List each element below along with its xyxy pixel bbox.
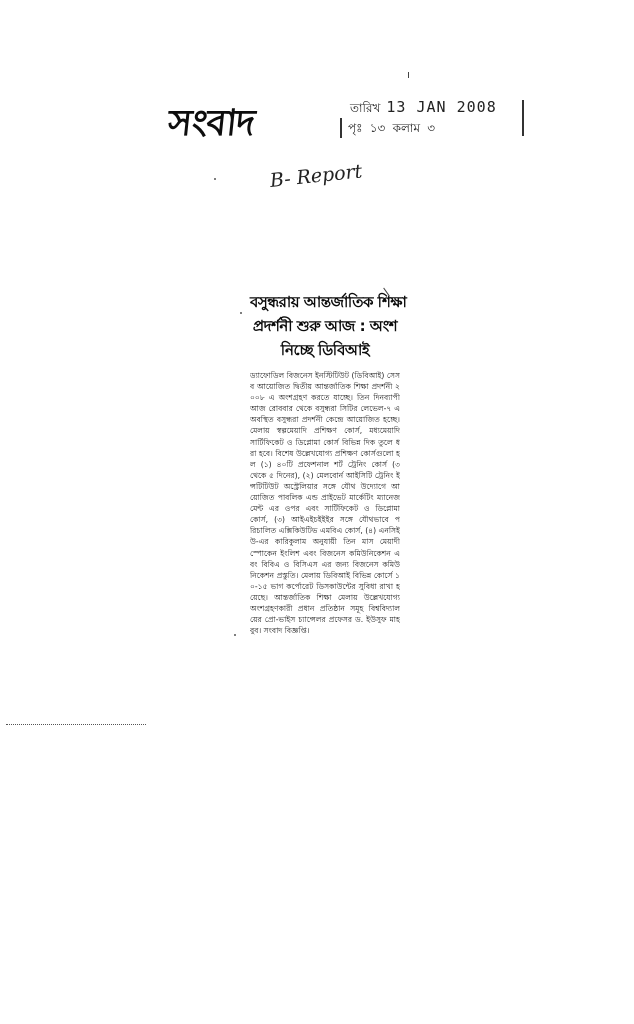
newspaper-masthead: সংবাদ xyxy=(166,102,257,144)
article-headline xyxy=(250,290,407,362)
news-clipping xyxy=(250,290,407,710)
headline-line: প্রদর্শনী শুরু আজ : অংশ xyxy=(252,317,398,335)
scan-speck xyxy=(240,312,242,314)
stamp-bracket-right xyxy=(516,100,524,136)
article-body: ড্যাফোডিল বিজনেস ইনস্টিটিউট (ডিবিআই) সেসব আয়োজিত দ্বিতীয় আন্তর্জাতিক শিক্ষা প্রদর্শনী ২০০৮ এ অংশগ্রহণ করতে যাচ্ছে। তিন দিনব্যাপী আজ রোববার থেকে বসুন্ধরা সিটির লেভেল-৭ এ অবস্থিত বসুন্ধরা প্রদর্শনী কেন্দ্রে আয়োজিত হচ্ছে। মেলায় স্বল্পমেয়াদি প্রশিক্ষণ কোর্স, মধ্যমেয়াদি সার্টিফিকেট ও ডিপ্লোমা কোর্স বিভিন্ন দিক তুলে ধরা হবে। বিশেষ উল্লেখযোগ্য প্রশিক্ষণ কোর্সগুলো হল (১) ৪০টি প্রফেশনাল শর্ট ট্রেনিং কোর্স (৩ থেকে ৫ দিনের), (২) মেলবোর্ন আইসিটি ট্রেনিং ইন্সটিটিউট অস্ট্রেলিয়ার সঙ্গে যৌথ উদ্যোগে আয়োজিত পাবলিক এন্ড প্রাইভেট মার্কেটিং ম্যানেজমেন্ট এর ওপর এবং সার্টিফিকেট ও ডিপ্লোমা কোর্স, (৩) আইএইচইইইর সঙ্গে যৌথভাবে পরিচালিত এক্সিকিউটিভ এমবিএ কোর্স, (৪) এনসিইউ-এর কারিকুলাম অনুযায়ী তিন মাস মেয়াদী স্পোকেন ইংলিশ এবং বিজনেস কমিউনিকেশন এবং বিবিএ ও বিসিএস এর জন্য বিজনেস কমিউনিকেশন প্রস্তুতি। মেলায় ডিবিআই বিভিন্ন কোর্সে ১০-১৫ ভাগ কর্পোরেট ডিসকাউন্টের সুবিধা রাখা হয়েছে। আন্তর্জাতিক শিক্ষা মেলায় উল্লেখযোগ্য অংশগ্রহণকারী প্রধান প্রতিষ্ঠান সমূহ বিশ্ববিদ্যালয়ের প্রো-ভাইস চ্যান্সেলর প্রফেসর ড. ইউসুফ মাহবুব। সংবাদ বিজ্ঞপ্তি। xyxy=(250,371,400,636)
headline-line: নিচ্ছে ডিবিআই xyxy=(280,341,370,359)
scan-mark xyxy=(408,72,409,78)
stamp-date-line xyxy=(350,98,497,120)
date-stamp xyxy=(340,98,530,144)
headline-line: বসুন্ধরায় আন্তর্জাতিক শিক্ষা xyxy=(250,293,407,311)
handwritten-note: B- Report xyxy=(268,160,364,192)
scan-speck xyxy=(214,178,216,180)
stamp-date: 13 JAN 2008 xyxy=(386,98,497,116)
clipping-cut-edge xyxy=(6,724,146,725)
stamp-bracket-left xyxy=(340,118,348,138)
stamp-page-column: পৃঃ ১৩ কলাম ৩ xyxy=(348,121,436,135)
stamp-date-prefix: তারিখ xyxy=(350,101,381,115)
scan-speck xyxy=(234,634,236,636)
